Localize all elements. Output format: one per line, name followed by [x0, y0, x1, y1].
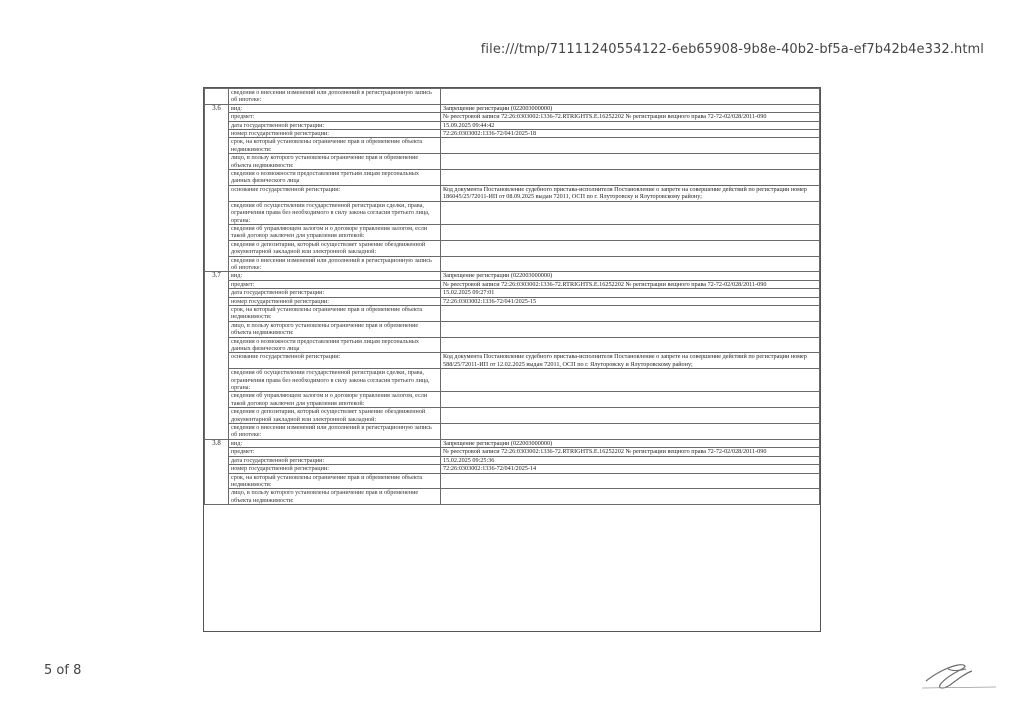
row-label: лицо, в пользу которого установлены ограничение прав и обременение объекта недвижимости: [229, 154, 441, 170]
table-row [205, 104, 820, 112]
row-value: 72:26:0303002:1336-72/041/2025-15 [441, 297, 820, 305]
row-label: сведения о возможности предоставления третьим лицам персональных данных физического лица [229, 170, 441, 186]
table-row [205, 321, 820, 337]
row-value [441, 408, 820, 424]
row-label: лицо, в пользу которого установлены ограничение прав и обременение объекта недвижимости: [229, 489, 441, 505]
row-label: срок, на который установлены ограничение прав и обременение объекта недвижимости: [229, 138, 441, 154]
table-row [205, 240, 820, 256]
row-label: сведения об осуществлении государственной регистрации сделки, права, ограничения права без необходимого в силу закона согласия третьего лица, органа: [229, 369, 441, 392]
row-label: сведения о депозитарии, который осуществляет хранение обездвиженной документарной закладной или электронной закладной: [229, 408, 441, 424]
table-row [205, 489, 820, 505]
row-label: дата государственной регистрации: [229, 456, 441, 464]
table-row [205, 130, 820, 138]
row-value [441, 256, 820, 272]
row-label: основание государственной регистрации: [229, 185, 441, 201]
table-row [205, 337, 820, 353]
registry-table [204, 88, 820, 505]
row-label: срок, на который установлены ограничение прав и обременение объекта недвижимости: [229, 305, 441, 321]
row-label: номер государственной регистрации: [229, 297, 441, 305]
table-row [205, 185, 820, 201]
table-row [205, 154, 820, 170]
row-label: лицо, в пользу которого установлены ограничение прав и обременение объекта недвижимости: [229, 321, 441, 337]
row-value: Код документа Постановление судебного пристава-исполнителя Постановление о запрете на совершение действий по регистрации номер 186045/25/72011-ИП от 08.09.2025 выдан 72011, ОСП по г. Ялуторовску и Ялуторовскому району; [441, 185, 820, 201]
table-row [205, 456, 820, 464]
row-value: Запрещение регистрации (022003000000) [441, 104, 820, 112]
document-sheet [203, 87, 821, 632]
handwritten-signature [918, 655, 998, 695]
row-value [441, 424, 820, 440]
row-value [441, 369, 820, 392]
row-label: сведения о внесении изменений или дополнений в регистрационную запись об ипотеке: [229, 424, 441, 440]
table-row [205, 408, 820, 424]
browser-url: file:///tmp/71111240554122-6eb65908-9b8e-40b2-bf5a-ef7b42b4e332.html [480, 42, 984, 57]
row-label: предмет: [229, 448, 441, 456]
row-label: основание государственной регистрации: [229, 353, 441, 369]
table-row [205, 297, 820, 305]
row-value: 15.09.2025 09:44:42 [441, 121, 820, 129]
table-row [205, 424, 820, 440]
table-row [205, 448, 820, 456]
registry-table-body [205, 89, 820, 505]
row-value: 15.02.2025 09:25:36 [441, 456, 820, 464]
row-label: вид: [229, 272, 441, 280]
row-label: сведения о внесении изменений или дополнений в регистрационную запись об ипотеке: [229, 256, 441, 272]
row-label: сведения о депозитарии, который осуществляет хранение обездвиженной документарной закладной или электронной закладной: [229, 240, 441, 256]
row-label: номер государственной регистрации: [229, 130, 441, 138]
row-label: сведения о возможности предоставления третьим лицам персональных данных физического лица [229, 337, 441, 353]
table-row [205, 170, 820, 186]
row-value [441, 224, 820, 240]
row-label: сведения об осуществлении государственной регистрации сделки, права, ограничения права без необходимого в силу закона согласия третьего лица, органа: [229, 201, 441, 224]
row-label: дата государственной регистрации: [229, 289, 441, 297]
row-label: дата государственной регистрации: [229, 121, 441, 129]
row-label: сведения об управляющем залогом и о договоре управления залогом, если такой договор заключен для управления ипотекой: [229, 392, 441, 408]
table-row [205, 280, 820, 288]
row-value [441, 201, 820, 224]
table-row [205, 392, 820, 408]
table-row [205, 256, 820, 272]
section-number-cell [205, 89, 229, 105]
row-value [441, 321, 820, 337]
table-row [205, 473, 820, 489]
row-value [441, 170, 820, 186]
table-row [205, 439, 820, 447]
row-value: № реестровой записи 72:26:0303002:1336-72.RTRIGHTS.E.16252202 № регистрации вещного права 72-72-02/028/2011-090 [441, 448, 820, 456]
row-label: предмет: [229, 280, 441, 288]
row-label: предмет: [229, 113, 441, 121]
table-row [205, 353, 820, 369]
row-label: вид: [229, 439, 441, 447]
table-row [205, 138, 820, 154]
table-row [205, 89, 820, 105]
row-value [441, 154, 820, 170]
table-row [205, 369, 820, 392]
page-number: 5 of 8 [44, 663, 82, 678]
row-value [441, 337, 820, 353]
section-number: 3.7 [205, 272, 229, 440]
table-row [205, 289, 820, 297]
row-label: сведения об управляющем залогом и о договоре управления залогом, если такой договор заключен для управления ипотекой: [229, 224, 441, 240]
row-label: вид: [229, 104, 441, 112]
row-value [441, 138, 820, 154]
row-value: 72:26:0303002:1336-72/041/2025-14 [441, 465, 820, 473]
row-value: Код документа Постановление судебного пристава-исполнителя Постановление о запрете на совершение действий по регистрации номер 588/25/72011-ИП от 12.02.2025 выдан 72011, ОСП по г. Ялуторовску и Ялуторовскому району; [441, 353, 820, 369]
row-label: номер государственной регистрации: [229, 465, 441, 473]
table-row [205, 113, 820, 121]
row-value [441, 305, 820, 321]
section-number: 3.6 [205, 104, 229, 272]
row-value: Запрещение регистрации (022003000000) [441, 439, 820, 447]
row-value: 15.02.2025 09:27:01 [441, 289, 820, 297]
row-label: срок, на который установлены ограничение прав и обременение объекта недвижимости: [229, 473, 441, 489]
table-row [205, 272, 820, 280]
row-value [441, 392, 820, 408]
row-value: № реестровой записи 72:26:0303002:1336-72.RTRIGHTS.E.16252202 № регистрации вещного права 72-72-02/028/2011-090 [441, 280, 820, 288]
row-value: Запрещение регистрации (022003000000) [441, 272, 820, 280]
table-row [205, 121, 820, 129]
row-value [441, 489, 820, 505]
table-row [205, 224, 820, 240]
row-value [441, 89, 820, 105]
row-value [441, 240, 820, 256]
row-value: 72:26:0303002:1336-72/041/2025-18 [441, 130, 820, 138]
row-value [441, 473, 820, 489]
row-label: сведения о внесении изменений или дополнений в регистрационную запись об ипотеке: [229, 89, 441, 105]
section-number: 3.8 [205, 439, 229, 504]
table-row [205, 465, 820, 473]
row-value: № реестровой записи 72:26:0303002:1336-72.RTRIGHTS.E.16252202 № регистрации вещного права 72-72-02/028/2011-090 [441, 113, 820, 121]
table-row [205, 305, 820, 321]
table-row [205, 201, 820, 224]
